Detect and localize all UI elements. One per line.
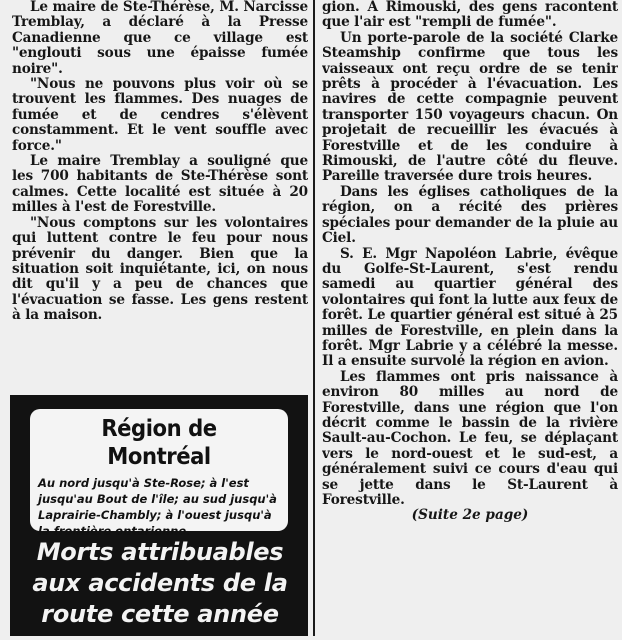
article-paragraph: Le maire Tremblay a souligné que les 700 habitants de Ste-Thérèse sont calmes. Cette localité est située à 20 milles à l'est de Forestville. (12, 153, 308, 216)
advertisement-header-panel (30, 409, 288, 538)
article-column-left (12, 0, 308, 386)
article-paragraph: Les flammes ont pris naissance à environ 80 milles au nord de Forestville, dans une région que l'on décrit comme le bassin de la rivière Sault-au-Cochon. Le feu, se déplaçant vers le nord-ouest et le sud-est, a généralement suivi ce cours d'eau qui se jette dans le St-Laurent à Forestville. (322, 368, 618, 508)
article-paragraph-continued: gion. A Rimouski, des gens racontent que l'air est "rempli de fumée". (322, 0, 618, 31)
article-paragraph: Dans les églises catholiques de la région, on a récité des prières spéciales pour demander de la pluie au Ciel. (322, 183, 618, 247)
continuation-note: (Suite 2e page) (411, 507, 529, 524)
article-paragraph: "Nous comptons sur les volontaires qui luttent contre le feu pour nous prévenir du danger. Bien que la situation soit inquiétante, ici, on nous dit qu'il y a peu de chances que l'évacuation se fasse. Les gens restent à la maison. (12, 214, 308, 324)
article-paragraph: Le maire de Ste-Thérèse, M. Narcisse Tremblay, a déclaré à la Presse Canadienne que ce village est "englouti sous une épaisse fumée noire". (12, 0, 308, 77)
article-column-right (322, 0, 618, 636)
advertisement-title: Région de Montréal (101, 416, 217, 470)
article-paragraph: S. E. Mgr Napoléon Labrie, évêque du Golfe-St-Laurent, s'est rendu samedi au quartier général des volontaires qui font la lutte aux feux de forêt. Le quartier général est situé à 25 milles de Forestville, en plein dans la forêt. Mgr Labrie y a célébré la messe. Il a ensuite survolé la région en avion. (322, 245, 618, 370)
article-paragraph: "Nous ne pouvons plus voir où se trouvent les flammes. Des nuages de fumée et de cendres s'élèvent constamment. Et le vent souffle avec force." (12, 76, 308, 154)
column-divider (313, 0, 315, 636)
advertisement-body: Au nord jusqu'à Ste-Rose; à l'est jusqu'au Bout de l'île; au sud jusqu'à Laprairie-Chambly; à l'ouest jusqu'à la frontière ontarienne. (38, 476, 277, 538)
advertisement-headline: Morts attribuables aux accidents de la route cette année (32, 538, 288, 628)
advertisement-box (10, 395, 308, 636)
article-paragraph: Un porte-parole de la société Clarke Steamship confirme que tous les vaisseaux ont reçu ordre de se tenir prêts à procéder à l'évacuation. Les navires de cette compagnie peuvent transporter 150 voyageurs chacun. On projetait de recueillir les évacués à Forestville et de les conduire à Rimouski, de l'autre côté du fleuve. Pareille traversée dure trois heures. (322, 29, 618, 185)
